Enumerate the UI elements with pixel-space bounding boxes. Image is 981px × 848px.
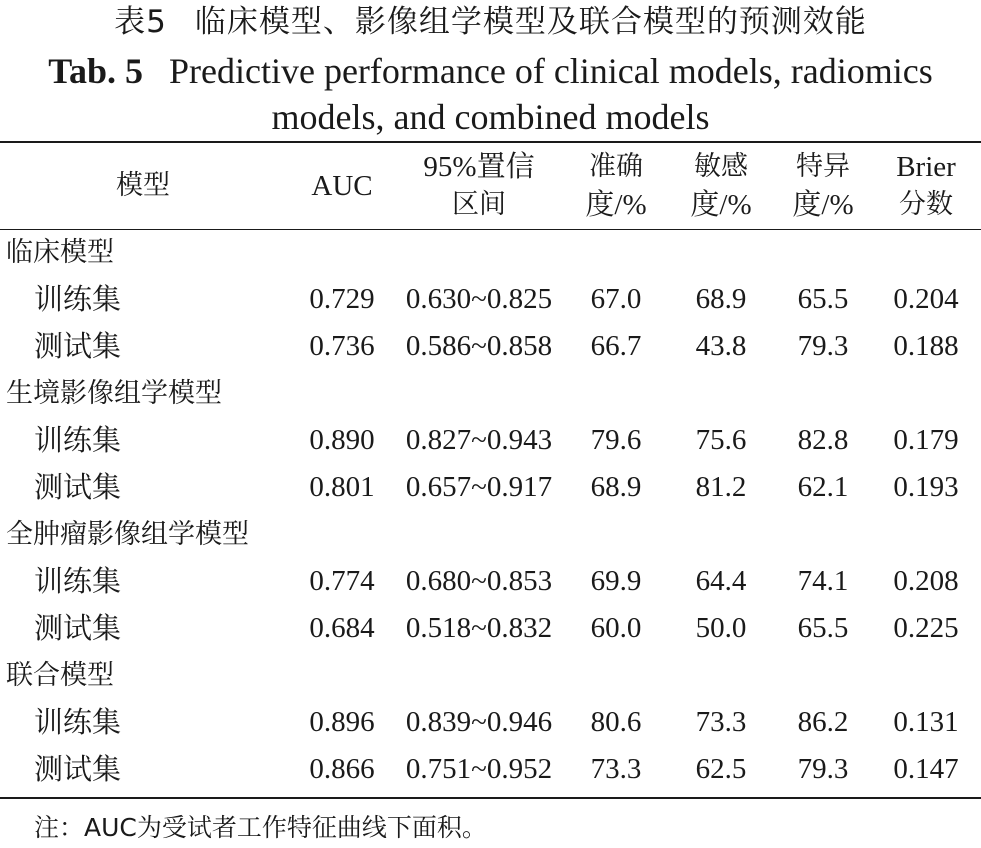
group-row-whole-tumor-radiomics [0, 511, 981, 558]
header-accuracy-line1: 准确 [589, 151, 643, 182]
cell-brier: 0.131 [893, 706, 959, 738]
cell-brier: 0.225 [893, 612, 959, 644]
cell-brier: 0.208 [893, 565, 959, 597]
cell-brier: 0.193 [893, 471, 959, 503]
header-ci-line2: 区间 [451, 189, 506, 220]
group-label: 生境影像组学模型 [6, 378, 222, 409]
cell-accuracy: 66.7 [590, 330, 642, 362]
cell-sensitivity: 68.9 [695, 283, 747, 315]
cell-brier: 0.179 [893, 424, 959, 456]
header-brier-line1: Brier [896, 151, 956, 183]
header-model: 模型 [116, 170, 170, 201]
cell-specificity: 65.5 [797, 283, 849, 315]
table-caption-english-line2: models, and combined models [271, 97, 710, 137]
header-ci-line1: 95%置信 [423, 151, 535, 183]
cell-accuracy: 79.6 [590, 424, 642, 456]
cell-auc: 0.801 [309, 471, 375, 503]
cell-sensitivity: 50.0 [695, 612, 747, 644]
cell-ci: 0.657~0.917 [405, 471, 553, 503]
cell-brier: 0.147 [893, 753, 959, 785]
cell-ci: 0.827~0.943 [405, 424, 553, 456]
cell-set: 测试集 [34, 329, 122, 363]
table-row [0, 699, 981, 746]
cell-auc: 0.890 [309, 424, 375, 456]
table-number-english: Tab. 5 [48, 51, 143, 91]
cell-ci: 0.839~0.946 [405, 706, 553, 738]
table-row [0, 323, 981, 370]
cell-specificity: 79.3 [797, 753, 849, 785]
cell-sensitivity: 43.8 [695, 330, 747, 362]
cell-set: 测试集 [34, 611, 122, 645]
header-sensitivity-line2: 度/% [690, 189, 752, 221]
cell-set: 训练集 [34, 564, 122, 598]
header-specificity [772, 148, 874, 224]
cell-set: 测试集 [34, 752, 122, 786]
cell-sensitivity: 81.2 [695, 471, 747, 503]
cell-ci: 0.518~0.832 [405, 612, 553, 644]
group-label: 全肿瘤影像组学模型 [6, 519, 249, 550]
cell-auc: 0.866 [309, 753, 375, 785]
cell-set: 训练集 [34, 423, 122, 457]
cell-set: 训练集 [34, 282, 122, 316]
table-row [0, 276, 981, 323]
header-sensitivity-line1: 敏感 [694, 151, 748, 182]
cell-accuracy: 73.3 [590, 753, 642, 785]
cell-accuracy: 67.0 [590, 283, 642, 315]
cell-specificity: 62.1 [797, 471, 849, 503]
table-row [0, 464, 981, 511]
group-row-habitat-radiomics [0, 370, 981, 417]
header-sensitivity [670, 148, 772, 224]
cell-ci: 0.751~0.952 [405, 753, 553, 785]
cell-auc: 0.896 [309, 706, 375, 738]
header-specificity-line2: 度/% [792, 189, 854, 221]
cell-accuracy: 69.9 [590, 565, 642, 597]
table-footnote: 注：AUC为受试者工作特征曲线下面积。 [34, 813, 487, 842]
group-label: 临床模型 [6, 237, 114, 268]
table-bottom-rule [0, 797, 981, 799]
cell-specificity: 65.5 [797, 612, 849, 644]
cell-ci: 0.680~0.853 [405, 565, 553, 597]
cell-specificity: 86.2 [797, 706, 849, 738]
table-row [0, 417, 981, 464]
cell-brier: 0.188 [893, 330, 959, 362]
cell-specificity: 82.8 [797, 424, 849, 456]
cell-set: 训练集 [34, 705, 122, 739]
group-row-combined [0, 652, 981, 699]
cell-auc: 0.736 [309, 330, 375, 362]
header-brier [874, 148, 978, 224]
cell-auc: 0.729 [309, 283, 375, 315]
header-auc: AUC [311, 170, 373, 202]
cell-accuracy: 80.6 [590, 706, 642, 738]
header-ci [398, 148, 560, 224]
cell-ci: 0.586~0.858 [405, 330, 553, 362]
table-number-chinese: 表5 [114, 4, 167, 40]
cell-set: 测试集 [34, 470, 122, 504]
cell-sensitivity: 75.6 [695, 424, 747, 456]
cell-brier: 0.204 [893, 283, 959, 315]
table-top-rule [0, 141, 981, 143]
cell-auc: 0.774 [309, 565, 375, 597]
header-brier-line2: 分数 [899, 189, 953, 220]
table-caption-english-text1: Predictive performance of clinical models, radiomics [169, 51, 933, 91]
table-title-chinese [0, 2, 981, 42]
cell-specificity: 74.1 [797, 565, 849, 597]
table-row [0, 558, 981, 605]
header-accuracy [566, 148, 666, 224]
header-accuracy-line2: 度/% [585, 189, 647, 221]
cell-accuracy: 68.9 [590, 471, 642, 503]
header-specificity-line1: 特异 [796, 151, 850, 182]
cell-sensitivity: 62.5 [695, 753, 747, 785]
cell-sensitivity: 64.4 [695, 565, 747, 597]
cell-specificity: 79.3 [797, 330, 849, 362]
cell-auc: 0.684 [309, 612, 375, 644]
cell-accuracy: 60.0 [590, 612, 642, 644]
group-label: 联合模型 [6, 660, 114, 691]
table-title-english [0, 48, 981, 140]
cell-ci: 0.630~0.825 [405, 283, 553, 315]
group-row-clinical [0, 229, 981, 276]
table-row [0, 605, 981, 652]
cell-sensitivity: 73.3 [695, 706, 747, 738]
table-caption-chinese: 临床模型、影像组学模型及联合模型的预测效能 [194, 4, 867, 40]
table-caption-english-line1 [0, 48, 981, 94]
table-row [0, 746, 981, 793]
